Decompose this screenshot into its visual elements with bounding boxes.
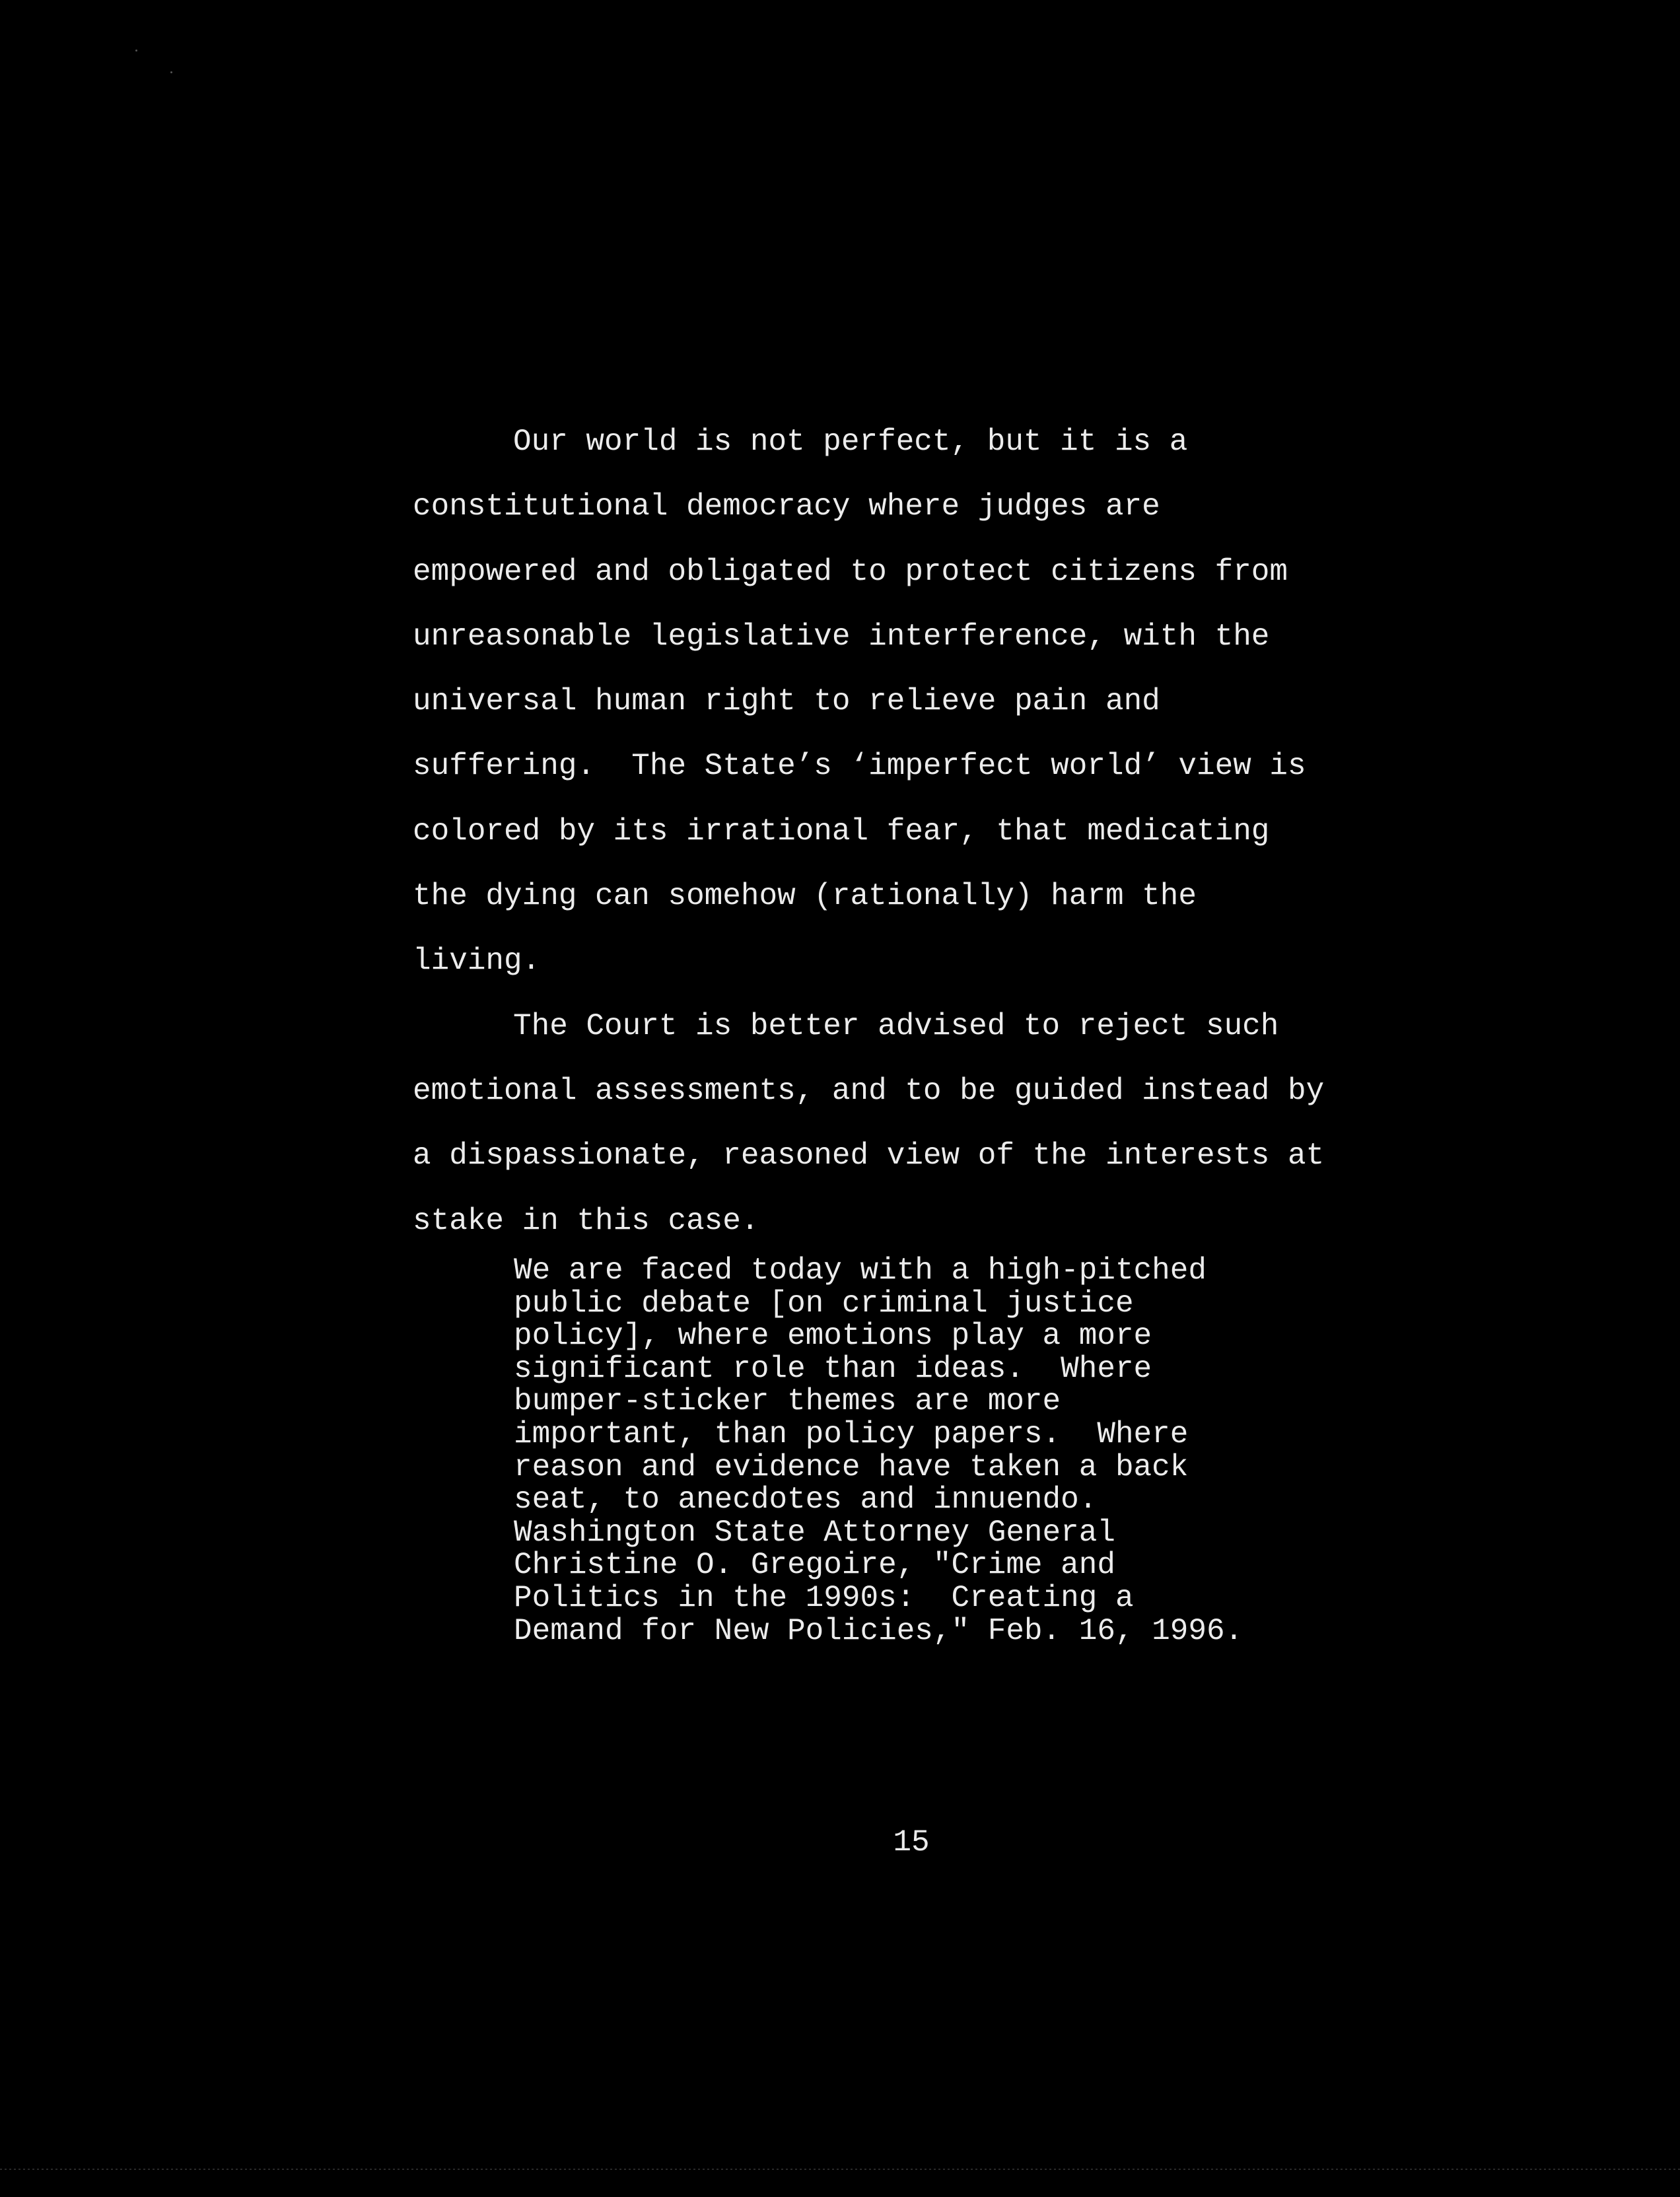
paragraph-2 <box>413 994 1443 1253</box>
body-text <box>413 409 1443 1253</box>
block-quote <box>514 1255 1372 1648</box>
quote-citation-line: Washington State Attorney General <box>514 1515 1115 1550</box>
quote-citation-line: Christine O. Gregoire, "Crime and <box>514 1548 1115 1583</box>
quote-line: policy], where emotions play a more <box>514 1319 1152 1354</box>
page-number: 15 <box>893 1825 930 1860</box>
text-line: a dispassionate, reasoned view of the interests at <box>413 1138 1325 1173</box>
scan-speck <box>170 71 172 73</box>
paragraph-1 <box>413 409 1443 994</box>
text-line: emotional assessments, and to be guided instead by <box>413 1073 1325 1108</box>
text-line: constitutional democracy where judges are <box>413 489 1160 524</box>
quote-line: We are faced today with a high-pitched <box>514 1253 1207 1288</box>
quote-line: reason and evidence have taken a back <box>514 1449 1189 1484</box>
text-line: colored by its irrational fear, that medicating <box>413 814 1270 849</box>
text-line: living. <box>413 944 541 979</box>
quote-citation-line: Politics in the 1990s: Creating a <box>514 1580 1134 1615</box>
text-line: the dying can somehow (rationally) harm the <box>413 879 1197 914</box>
quote-line: public debate [on criminal justice <box>514 1286 1134 1321</box>
quote-line: bumper-sticker themes are more <box>514 1384 1061 1419</box>
quote-line: seat, to anecdotes and innuendo. <box>514 1482 1098 1517</box>
text-line: The Court is better advised to reject such <box>513 1008 1279 1043</box>
quote-citation-line: Demand for New Policies," Feb. 16, 1996. <box>514 1613 1243 1648</box>
quote-line: important, than policy papers. Where <box>514 1416 1189 1451</box>
text-line: unreasonable legislative interference, with the <box>413 619 1270 654</box>
text-line: universal human right to relieve pain and <box>413 684 1160 719</box>
quote-line: significant role than ideas. Where <box>514 1351 1152 1386</box>
text-line: stake in this case. <box>413 1203 759 1238</box>
text-line: empowered and obligated to protect citizens from <box>413 554 1288 589</box>
text-line: Our world is not perfect, but it is a <box>513 425 1188 459</box>
text-line: suffering. The State’s ‘imperfect world’ view is <box>413 749 1306 784</box>
scan-speck <box>135 50 137 52</box>
scan-edge-line <box>0 2169 1680 2170</box>
